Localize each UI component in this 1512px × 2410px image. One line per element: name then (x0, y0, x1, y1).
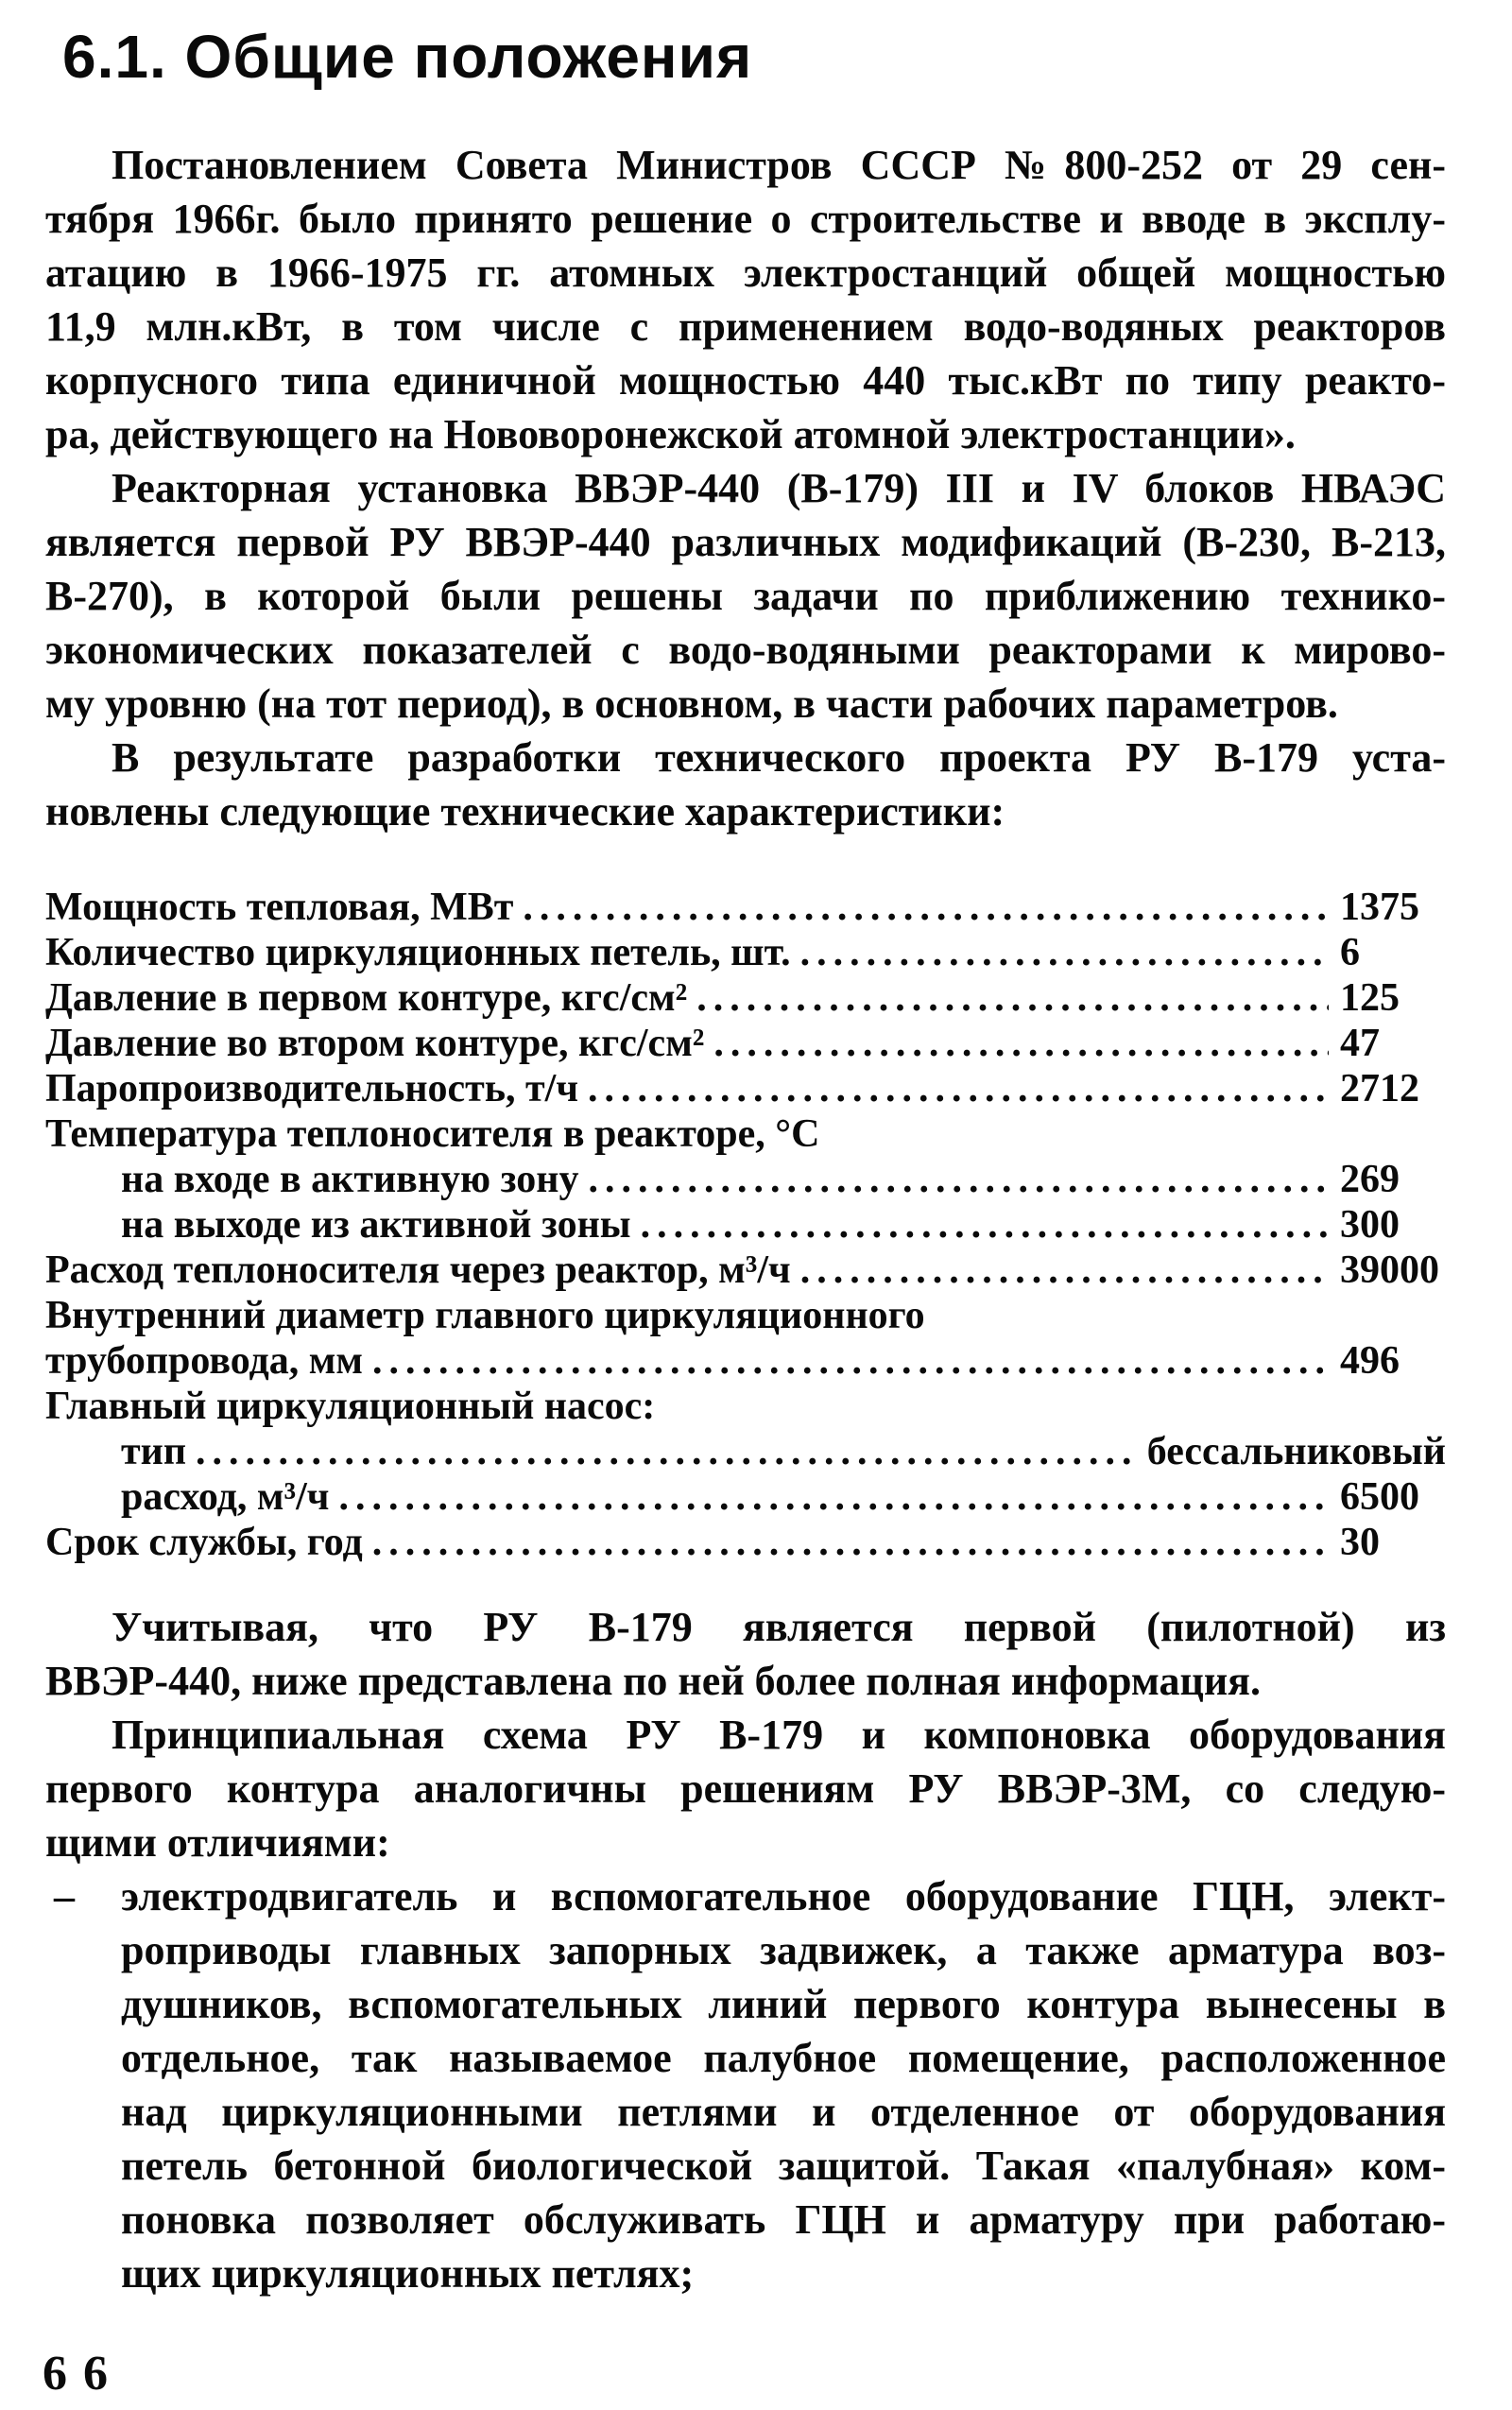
spec-value: 1375 (1340, 886, 1419, 929)
spec-label: тип (121, 1430, 187, 1473)
spec-label: Срок службы, год (45, 1521, 363, 1564)
dot-leader (687, 975, 1329, 1021)
dot-leader (578, 1157, 1329, 1202)
text-line: Реакторная установка ВВЭР-440 (В-179) III и IV блоков НВАЭС (112, 465, 1446, 511)
paragraph (45, 461, 1446, 731)
spec-label: расход, м³/ч (121, 1475, 330, 1519)
paragraph (45, 138, 1446, 461)
dot-leader (363, 1338, 1329, 1384)
text-line: отдельное, так называемое палубное помещение, расположенное (121, 2035, 1446, 2081)
spec-row (45, 1157, 1446, 1202)
spec-label: Давление во втором контуре, кгс/см² (45, 1022, 705, 1065)
dot-leader (578, 1066, 1329, 1111)
spec-value: 125 (1340, 976, 1400, 1020)
text-line: роприводы главных запорных задвижек, а также арматура воз- (121, 1927, 1446, 1973)
spec-label: Количество циркуляционных петель, шт. (45, 931, 791, 974)
spec-value: 47 (1340, 1022, 1380, 1065)
text-line: ВВЭР-440, ниже представлена по ней более полная информация. (45, 1658, 1261, 1704)
spec-value: 39000 (1340, 1248, 1439, 1292)
text-line: атацию в 1966-1975 гг. атомных электростанций общей мощностью (45, 250, 1446, 296)
spec-row (45, 1066, 1446, 1111)
text-line: Принципиальная схема РУ В-179 и компоновка оборудования (112, 1712, 1446, 1758)
spec-row (45, 1474, 1446, 1520)
spec-row (45, 1293, 1446, 1338)
text-line: ра, действующего на Нововоронежской атомной электростанции». (45, 411, 1296, 457)
paragraph (45, 1600, 1446, 1708)
spec-row (45, 1202, 1446, 1248)
dot-leader (513, 885, 1329, 930)
dash-marker: – (54, 1873, 75, 1919)
text-line: В-270), в которой были решены задачи по приближению технико- (45, 573, 1446, 619)
page-number: 66 (43, 2347, 124, 2401)
intro-paragraphs (45, 138, 1446, 838)
text-line: В результате разработки технического проекта РУ В-179 уста- (112, 734, 1446, 781)
dot-leader (329, 1474, 1329, 1520)
spec-label: Паропроизводительность, т/ч (45, 1067, 579, 1110)
spec-value: 2712 (1340, 1067, 1419, 1110)
spec-value: 6 (1340, 931, 1360, 974)
spec-label: Температура теплоносителя в реакторе, °С (45, 1112, 820, 1156)
text-line: щими отличиями: (45, 1819, 390, 1866)
text-line: экономических показателей с водо-водяными реакторами к мирово- (45, 627, 1446, 673)
spec-table (45, 885, 1446, 1565)
spec-label: на выходе из активной зоны (121, 1203, 631, 1247)
spec-value: 269 (1340, 1158, 1400, 1201)
text-line: над циркуляционными петлями и отделенное от оборудования (121, 2089, 1446, 2135)
spec-row (45, 1021, 1446, 1066)
spec-label: Главный циркуляционный насос: (45, 1385, 656, 1428)
text-line: Учитывая, что РУ В-179 является первой (пилотной) из (112, 1604, 1446, 1650)
text-line: душников, вспомогательных линий первого контура вынесены в (121, 1981, 1446, 2027)
text-line: первого контура аналогичны решениям РУ ВВЭР-3М, со следую- (45, 1765, 1446, 1812)
text-line: поновка позволяет обслуживать ГЦН и арматуру при работаю- (121, 2196, 1446, 2243)
text-line: 11,9 млн.кВт, в том числе с применением водо-водяных реакторов (45, 303, 1446, 350)
bullet-list (45, 1869, 1446, 2300)
dot-leader (791, 930, 1329, 975)
paragraph (45, 731, 1446, 838)
page-content (45, 138, 1446, 2300)
spec-row (45, 1429, 1446, 1474)
spec-row (45, 1248, 1446, 1293)
text-line: му уровню (на тот период), в основном, в части рабочих параметров. (45, 680, 1338, 727)
spec-value: 496 (1340, 1339, 1400, 1383)
text-line: щих циркуляционных петлях; (121, 2250, 695, 2297)
spec-value: бессальниковый (1146, 1430, 1446, 1473)
text-line: является первой РУ ВВЭР-440 различных модификаций (В-230, В-213, (45, 519, 1446, 565)
spec-row (45, 975, 1446, 1021)
spec-label: Внутренний диаметр главного циркуляционного (45, 1294, 925, 1337)
spec-label: Давление в первом контуре, кгс/см² (45, 976, 688, 1020)
spec-label: Мощность тепловая, МВт (45, 886, 514, 929)
section-heading: 6.1. Общие положения (62, 23, 753, 91)
spec-value: 6500 (1340, 1475, 1419, 1519)
dot-leader (791, 1248, 1329, 1293)
spec-row (45, 1338, 1446, 1384)
spec-row (45, 885, 1446, 930)
spec-row (45, 1384, 1446, 1429)
text-line: тября 1966г. было принято решение о строительстве и вводе в эксплу- (45, 196, 1446, 242)
spec-label: трубопровода, мм (45, 1339, 363, 1383)
text-line: корпусного типа единичной мощностью 440 тыс.кВт по типу реакто- (45, 357, 1446, 404)
paragraph (45, 1708, 1446, 1869)
spec-value: 300 (1340, 1203, 1400, 1247)
spec-label: Расход теплоносителя через реактор, м³/ч (45, 1248, 791, 1292)
text-line: новлены следующие технические характеристики: (45, 788, 1005, 835)
dot-leader (363, 1520, 1329, 1565)
text-line: Постановлением Совета Министров СССР №800-252 от 29 сен- (112, 142, 1446, 188)
dot-leader (704, 1021, 1329, 1066)
spec-row (45, 1520, 1446, 1565)
spec-row (45, 930, 1446, 975)
bullet-item (45, 1869, 1446, 2300)
text-line: петель бетонной биологической защитой. Такая «палубная» ком- (121, 2143, 1446, 2189)
spec-value: 30 (1340, 1521, 1380, 1564)
text-line: электродвигатель и вспомогательное оборудование ГЦН, элект- (121, 1873, 1446, 1919)
closing-paragraphs (45, 1600, 1446, 1869)
spec-row (45, 1111, 1446, 1157)
dot-leader (631, 1202, 1329, 1248)
spec-label: на входе в активную зону (121, 1158, 579, 1201)
dot-leader (186, 1429, 1136, 1474)
